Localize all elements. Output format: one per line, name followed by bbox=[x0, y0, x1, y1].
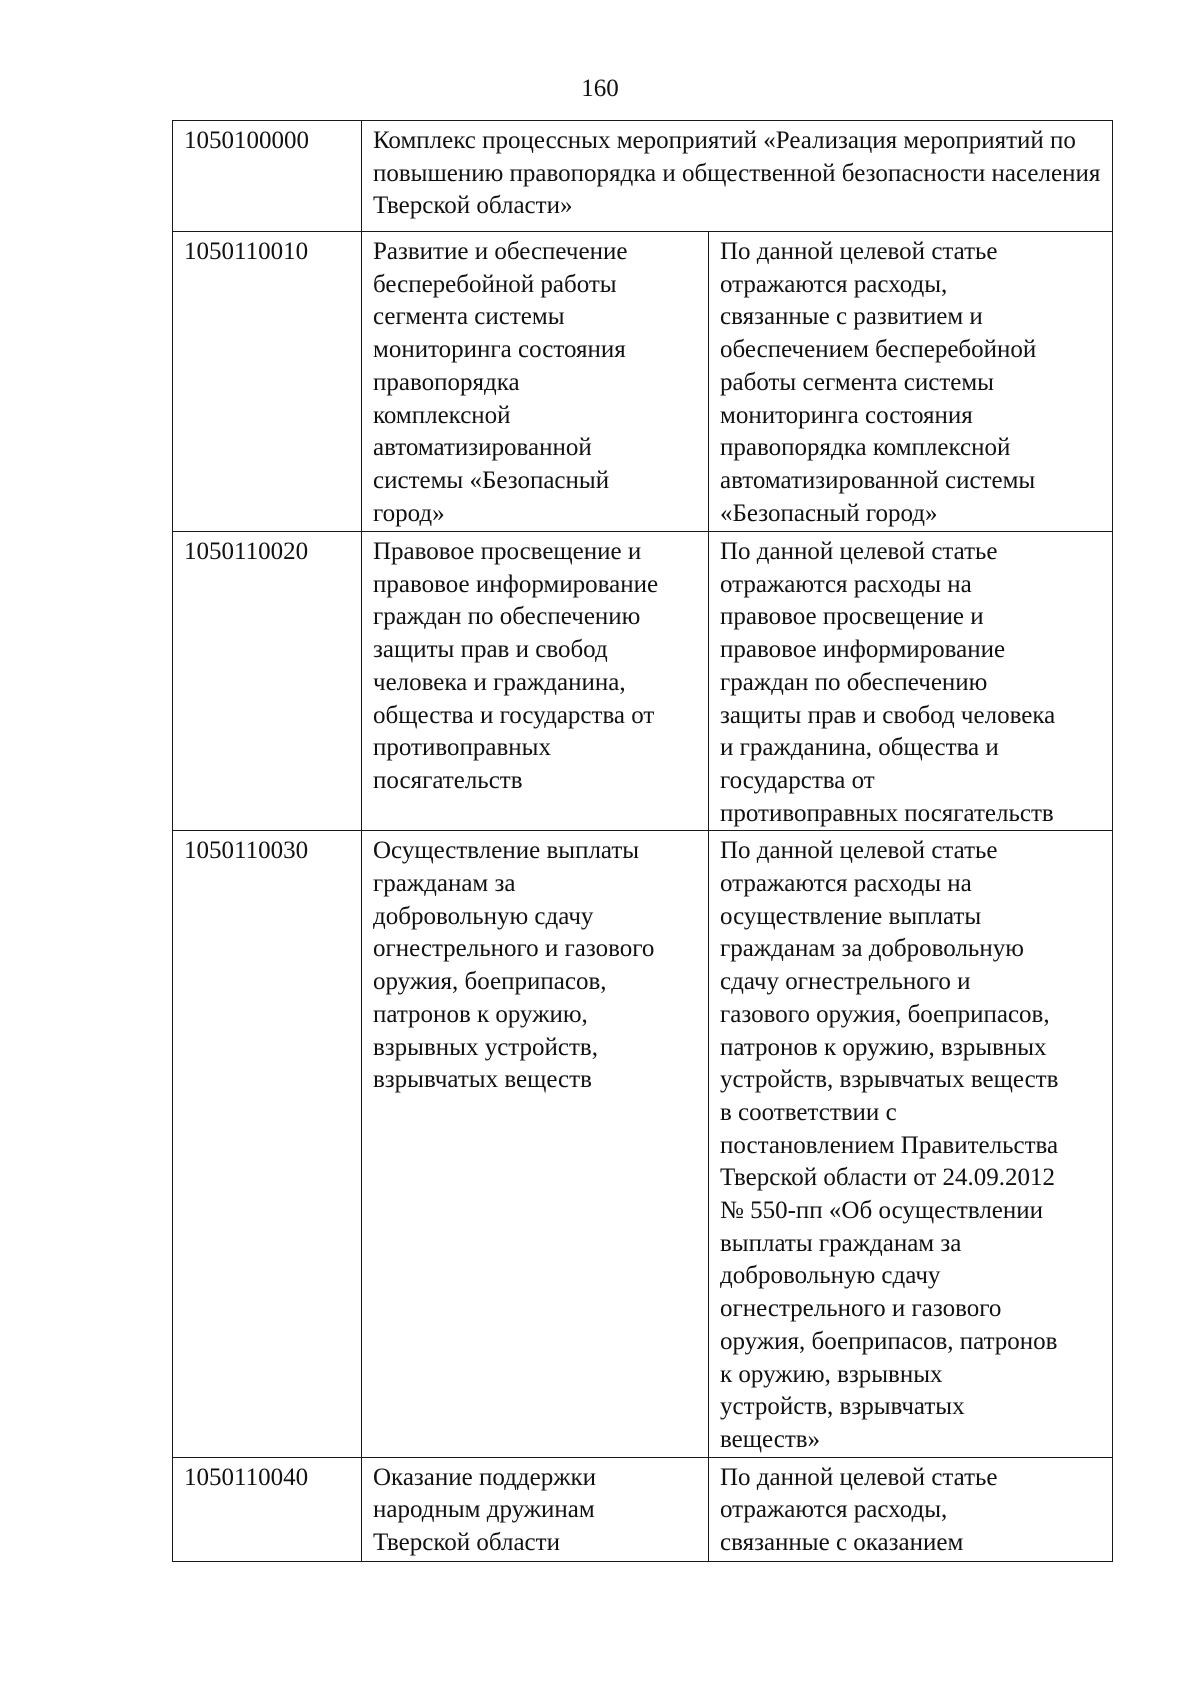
name-text: Оказание поддержки народным дружинам Тверской области bbox=[373, 1463, 596, 1557]
code-cell bbox=[173, 831, 362, 1457]
description-text: По данной целевой статье отражаются расходы, связанные с оказанием bbox=[720, 1463, 998, 1557]
name-cell bbox=[362, 532, 709, 831]
code-text: 1050110040 bbox=[184, 1463, 309, 1491]
table-row bbox=[173, 831, 1113, 1457]
code-cell bbox=[173, 121, 362, 232]
code-text: 1050110010 bbox=[184, 238, 309, 265]
table-row bbox=[173, 1457, 1113, 1561]
description-cell bbox=[709, 532, 1113, 831]
page-number: 160 bbox=[581, 75, 619, 102]
description-cell bbox=[709, 831, 1113, 1457]
code-cell bbox=[173, 1457, 362, 1561]
description-cell bbox=[709, 232, 1113, 532]
code-text: 1050100000 bbox=[184, 127, 309, 154]
table-row bbox=[173, 232, 1113, 532]
program-title-text: Комплекс процессных мероприятий «Реализация мероприятий по повышению правопорядка и общественной безопасности населения Тверской области» bbox=[373, 127, 1101, 220]
code-cell bbox=[173, 532, 362, 831]
description-text: По данной целевой статье отражаются расходы на осуществление выплаты гражданам за добровольную сдачу огнестрельного и газового оружия, боеприпасов, патронов к оружию, взрывных устройств, взрывчатых веществ в соответствии с постановлением Правительства Тверской области от 24.09.2012 № 550-пп «Об осуществлении выплаты гражданам за добровольную сдачу огнестрельного и газового оружия, боеприпасов, патронов к оружию, взрывных устройств, взрывчатых веществ» bbox=[720, 837, 1059, 1453]
table-row-program bbox=[173, 121, 1113, 232]
table-row bbox=[173, 532, 1113, 831]
description-cell bbox=[709, 1457, 1113, 1561]
name-cell bbox=[362, 831, 709, 1457]
program-title-cell bbox=[362, 121, 1113, 232]
code-cell bbox=[173, 232, 362, 532]
description-text: По данной целевой статье отражаются расходы, связанные с развитием и обеспечением бесперебойной работы сегмента системы мониторинга состояния правопорядка комплексной автоматизированной системы «Безопасный город» bbox=[720, 238, 1037, 527]
name-cell bbox=[362, 1457, 709, 1561]
name-text: Правовое просвещение и правовое информирование граждан по обеспечению защиты прав и свобод человека и гражданина, общества и государства от противоправных посягательств bbox=[373, 538, 659, 794]
code-text: 1050110020 bbox=[184, 538, 309, 565]
name-text: Осуществление выплаты гражданам за добровольную сдачу огнестрельного и газового оружия, боеприпасов, патронов к оружию, взрывных устройств, взрывчатых веществ bbox=[373, 837, 655, 1094]
name-text: Развитие и обеспечение бесперебойной работы сегмента системы мониторинга состояния правопорядка комплексной автоматизированной системы «Безопасный город» bbox=[373, 238, 628, 527]
code-text: 1050110030 bbox=[184, 837, 309, 865]
name-cell bbox=[362, 232, 709, 532]
description-text: По данной целевой статье отражаются расходы на правовое просвещение и правовое информирование граждан по обеспечению защиты прав и свобод человека и гражданина, общества и государства от противоправных посягательств bbox=[720, 538, 1056, 827]
budget-classification-table bbox=[172, 120, 1113, 1562]
